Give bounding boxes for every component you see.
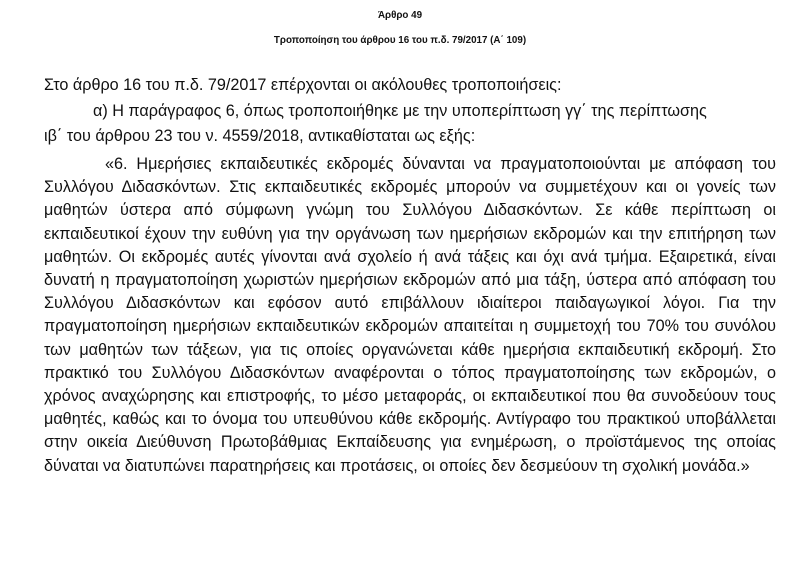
article-number: Άρθρο 49: [377, 10, 423, 21]
intro-paragraph: Στο άρθρο 16 του π.δ. 79/2017 επέρχονται οι ακόλουθες τροποποιήσεις:: [44, 76, 562, 94]
item-a-line-2: ιβ΄ του άρθρου 23 του ν. 4559/2018, αντικαθίσταται ως εξής:: [44, 127, 476, 145]
item-a-line-1: α) Η παράγραφος 6, όπως τροποποιήθηκε με την υποπερίπτωση γγ΄ της περίπτωσης: [93, 102, 707, 120]
article-title: Τροποποίηση του άρθρου 16 του π.δ. 79/2017 (Α΄ 109): [273, 35, 527, 46]
amended-paragraph-quote: «6. Ημερήσιες εκπαιδευτικές εκδρομές δύνανται να πραγματοποιούνται με απόφαση του Συλλόγου Διδασκόντων. Στις εκπαιδευτικές εκδρομές μπορούν να συμμετέχουν και οι γονείς των μαθητών ύστερα από σύμφωνη γνώμη του Συλλόγου Διδασκόντων. Σε κάθε περίπτωση οι εκπαιδευτικοί έχουν την ευθύνη για την οργάνωση των ημερήσιων εκδρομών και την επιτήρηση των μαθητών. Οι εκδρομές αυτές γίνονται ανά σχολείο ή ανά τάξεις και όχι ανά τμήμα. Εξαιρετικά, είναι δυνατή η πραγματοποίηση χωριστών ημερήσιων εκδρομών από μια τάξη, ύστερα από απόφαση του Συλλόγου Διδασκόντων και εφόσον αυτό επιβάλλουν ιδιαίτεροι παιδαγωγικοί λόγοι. Για την πραγματοποίηση ημερήσιων εκπαιδευτικών εκδρομών απαιτείται η συμμετοχή του 70% του συνόλου των μαθητών των τάξεων, για τις οποίες οργανώνεται κάθε ημερήσια εκπαιδευτική εκδρομή. Στο πρακτικό του Συλλόγου Διδασκόντων αναφέρονται ο τόπος πραγματοποίησης των εκδρομών, ο χρόνος αναχώρησης και επιστροφής, το μέσο μεταφοράς, οι εκπαιδευτικοί που θα συνοδεύουν τους μαθητές, καθώς και το όνομα του υπευθύνου κάθε εκδρομής. Αντίγραφο του πρακτικού υποβάλλεται στην οικεία Διεύθυνση Πρωτοβάθμιας Εκπαίδευσης για ενημέρωση, ο προϊστάμενος της οποίας δύναται να διατυπώνει παρατηρήσεις και προτάσεις, οι οποίες δεν δεσμεύουν τη σχολική μονάδα.»: [44, 155, 776, 475]
